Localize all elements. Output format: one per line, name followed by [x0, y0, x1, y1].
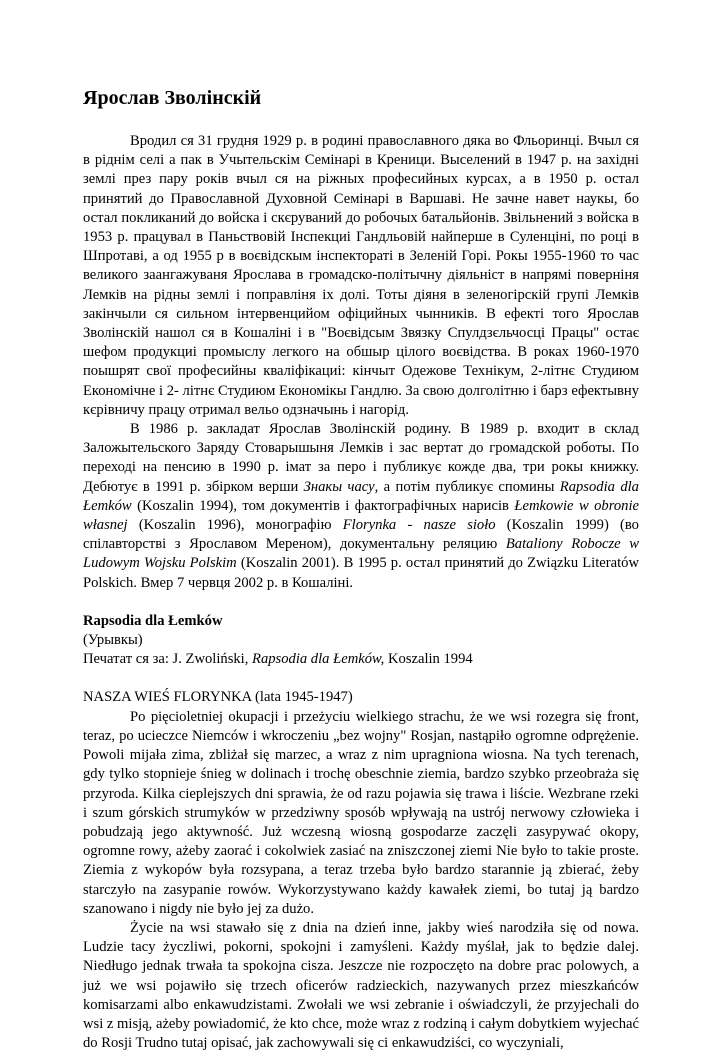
- bio-paragraph-1: Вродил ся 31 грудня 1929 р. в родині православного дяка во Фльоринці. Вчыл ся в ріднім селі а пак в Учытельскім Семінарі в Креници. Выселений в 1947 р. на західні землі през пару років вчыл ся на ріжных професийных курсах, а в 1950 р. остал принятий до Православной Духовной Семінарі в Варшаві. Не зачне навет наукы, бо остал покликаний до войска і скєруваний до робочых батальйонів. Звільнений з войска в 1953 р. працувал в Паньствовій Інспекциі Гандльовій найперше в Суленціні, по році в Шпротаві, а од 1955 р в воєвідскым інспектораті в Зеленій Горі. Рокы 1955-1960 то час великого заангажуваня Ярослава в громадско-політычну діяльніст в напрямі поверніня Лемків на рідны землі і поправліня іх долі. Тоты діяня в зеленогірскій групі Лемків закінчыли ся сильном інтервенцийом офіцийных чынників. В ефекті того Ярослав Зволінскій нашол ся в Кошаліні і в "Воєвідсым Звязку Спулдзєльчосці Працы" остає шефом продукциі промыслу легкого на обшыр цілого воєвідства. В роках 1960-1970 поышрят свої професийны кваліфікациі: кінчыт Одежове Технікум, 2-літнє Студиюм Економічне і 2- літнє Студиюм Економікы Гандлю. За свою долголітню і барз ефектывну кєрівничу працу отримал вельо одзначынь і нагорід.: [83, 133, 639, 418]
- book-title: Знакы часу: [303, 478, 375, 495]
- book-title: Łemkowie w obronie własnej: [83, 497, 639, 534]
- book-title: Bataliony Robocze w Ludowym Wojsku Polskim: [83, 536, 639, 572]
- story-heading: NASZA WIEŚ FLORYNKA (lata 1945-1947): [83, 689, 353, 706]
- story-paragraph-1: Po pięcioletniej okupacji i przeżyciu wielkiego strachu, że we wsi rozegra się front, teraz, po ucieczce Niemców i wkroczeniu „bez wojny" Rosjan, nastąpiło ogromne odprężenie. Powoli mijała zima, zbliżał się marzec, a wraz z nim upragniona wiosna. Na tych terenach, gdy tylko stopnieje śnieg w dolinach i trochę obeschnie ziemia, bardzo szybko przeobraża się przyroda. Kilka cieplejszych dni sprawia, że od razu pojawia się trawa i liście. Wezbrane rzeki i szum górskich strumyków w przedziwny sposób wpływają na ustrój nerwowy człowieka i pobudzają jego aktywność. Już wczesną wiosną gospodarze zaczęli zasypywać okopy, ogromne rowy, ażeby zaorać i cokolwiek zasiać na zniszczonej ziemi Nie było to takie proste. Ziemia z wykopów była rozsypana, a teraz trzeba było bardzo starannie ją zbierać, żeby starczyło na zasypanie rowów. Wykorzystywano każdy kawałek ziemi, bo tutaj ją bardzo szanowano i nigdy nie było jej za dużo.: [83, 708, 639, 917]
- book-title: Florynka - nasze sioło: [342, 517, 496, 534]
- document-page: [83, 86, 639, 1053]
- source-title: Rapsodia dla Łemków,: [252, 651, 385, 668]
- page-title: Ярослав Зволінскій: [83, 87, 262, 109]
- bio-paragraph-2: В 1986 р. закладат Ярослав Зволінскій родину. В 1989 р. входит в склад Заложытельского Заряду Стоварышыня Лемків і зас вертат до громадской роботы. По переході на пенсию в 1990 р. імат за перо і публикує кожде два, три рокы книжку. Дебютує в 1991 р. збірком верши Знакы часу, а потім публикує спомины Rapsodia dla Łemków (Koszalin 1994), том документів і фактографічных нарисів Łemkowie w obronie własnej (Koszalin 1996), монографію Florynka - nasze sioło (Koszalin 1999) (во спілавторстві з Ярославом Мереном), документальну реляцию Bataliony Robocze w Ludowym Wojsku Polskim (Koszalin 2001). В 1995 р. остал принятий до Związku Literatów Polskich. Вмер 7 червця 2002 р. в Кошаліні.: [83, 421, 639, 591]
- story-paragraph-2: Życie na wsi stawało się z dnia na dzień inne, jakby wieś narodziła się od nowa. Ludzie tacy życzliwi, pokorni, spokojni i zamyśleni. Każdy myślał, jak to będzie dalej. Niedługo jednak trwała ta spokojna cisza. Jeszcze nie rozpoczęto na dobre prac polowych, a już we wsi pojawiło się trzech oficerów radzieckich, nazywanych przez mieszkańców komisarzami albo enkawudzistami. Zwołali we wsi zebranie i oświadczyli, że przyjechali do wsi z misją, ażeby powiadomić, że kto chce, może wraz z rodziną i całym dobytkiem wyjechać do Rosji Trudno tutaj opisać, jak zachowywali się ci enkawudziści, co wyczyniali,: [83, 919, 639, 1052]
- excerpt-heading: Rapsodia dla Łemków: [83, 612, 223, 629]
- book-title: Rapsodia dla Łemków: [83, 478, 639, 514]
- excerpt-subtitle: (Урывкы): [83, 632, 143, 649]
- excerpt-source: Печатат ся за: J. Zwoliński, Rapsodia dla Łemków, Koszalin 1994: [83, 651, 473, 668]
